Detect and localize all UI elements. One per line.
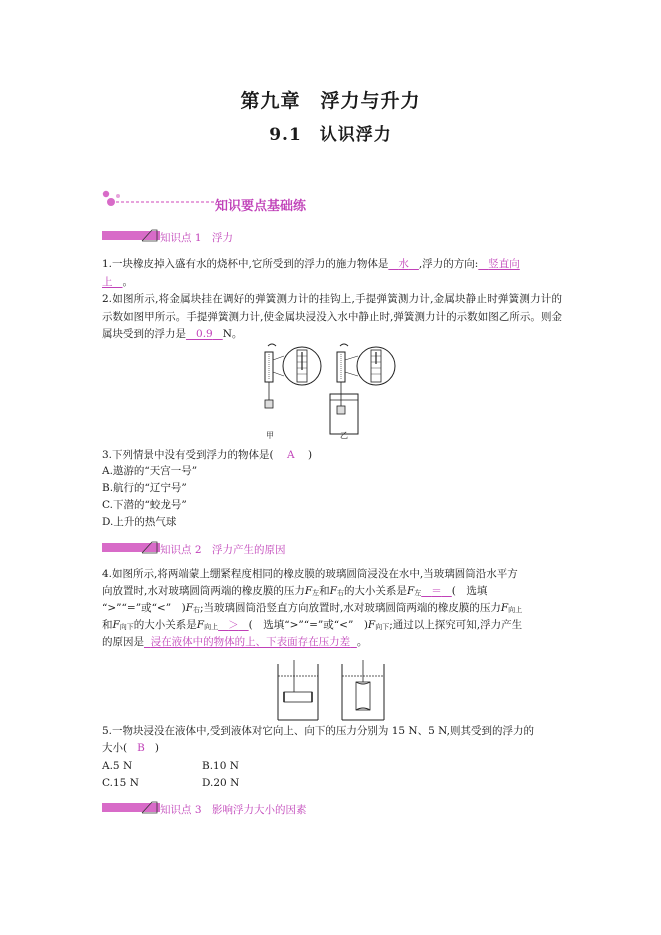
- chapter-title: 第九章 浮力与升力: [240, 90, 421, 112]
- q4-line-4: 和F向下的大小关系是F向上 ＞ ( 选填“>”“=”或“<” )F向下;通过以上探究可知,浮力产生: [102, 619, 523, 631]
- q3-option-d: D.上升的热气球: [102, 516, 177, 528]
- q5-option-c: C.15 N: [102, 777, 139, 789]
- q4-line-5: 的原因是 浸在液体中的物体的上、下表面存在压力差 。: [102, 636, 368, 648]
- q5-option-d: D.20 N: [202, 777, 240, 789]
- q4-line-2: 向放置时,水对玻璃圆筒两端的橡皮膜的压力F左和F右的大小关系是F左 ＝ ( 选填: [102, 585, 488, 597]
- question-2: 2.如图所示,将金属块挂在调好的弹簧测力计的挂钩上,手提弹簧测力计,金属块静止时弹簧测力计的示数如图甲所示。手提弹簧测力计,使金属块浸没入水中静止时,弹簧测力计的示数如图乙所示。则金属块受到的浮力是 0.9 N。: [102, 293, 562, 340]
- q5-line-1: 5.一物块浸没在液体中,受到液体对它向上、向下的压力分别为 15 N、5 N,则其受到的浮力的: [102, 725, 534, 737]
- glass-tube-figure: [272, 660, 392, 726]
- spring-scale-figure: [258, 342, 408, 442]
- q5-option-b: B.10 N: [202, 760, 239, 772]
- kp-marker-slash: [140, 541, 158, 554]
- figure-label-b: 乙: [340, 431, 348, 440]
- q3-option-b: B.航行的“辽宁号”: [102, 482, 187, 494]
- kp1-label: 知识点 1 浮力: [160, 232, 234, 244]
- kp3-label: 知识点 3 影响浮力大小的因素: [160, 804, 307, 816]
- section-title: 9.1 认识浮力: [269, 125, 392, 145]
- banner-decoration: [98, 188, 218, 212]
- kp-marker-slash: [140, 229, 158, 242]
- q2-text: 2.如图所示,将金属块挂在调好的弹簧测力计的挂钩上,手提弹簧测力计,金属块静止时弹簧测力计的示数如图甲所示。手提弹簧测力计,使金属块浸没入水中静止时,弹簧测力计的示数如图乙所示。则金属块受到的浮力是: [102, 293, 562, 340]
- q3-option-c: C.下潜的“蛟龙号”: [102, 499, 187, 511]
- question-3: 3.下列情景中没有受到浮力的物体是( A ): [102, 449, 313, 461]
- figure-label-a: 甲: [266, 431, 274, 440]
- q3-answer: A: [286, 449, 295, 461]
- q1-text: 1.一块橡皮掉入盛有水的烧杯中,它所受到的浮力的施力物体是: [102, 258, 389, 270]
- q4-line-3: “>”“=”或“<” )F右;当玻璃圆筒沿竖直方向放置时,水对玻璃圆筒两端的橡皮膜的压力F向上: [102, 602, 523, 614]
- question-1: 1.一块橡皮掉入盛有水的烧杯中,它所受到的浮力的施力物体是 水 ,浮力的方向: 竖直向 上 。: [102, 258, 520, 288]
- q2-answer: 0.9: [196, 328, 213, 340]
- kp2-label: 知识点 2 浮力产生的原因: [160, 544, 286, 556]
- q1-text-mid: ,浮力的方向:: [418, 258, 479, 270]
- q5-line-2: 大小( B ): [102, 742, 159, 754]
- kp-marker-slash: [140, 801, 158, 814]
- q5-option-a: A.5 N: [102, 760, 133, 772]
- q4-answer-3: 浸在液体中的物体的上、下表面存在压力差: [150, 636, 351, 648]
- q1-answer-2: 竖直向: [488, 258, 520, 270]
- q5-answer: B: [137, 742, 145, 754]
- q4-answer-1: ＝: [431, 585, 442, 597]
- q3-option-a: A.遨游的“天宫一号”: [102, 465, 198, 477]
- q4-answer-2: ＞: [228, 619, 239, 631]
- q1-answer-1: 水: [398, 258, 409, 270]
- q4-line-1: 4.如图所示,将两端蒙上绷紧程度相同的橡皮膜的玻璃圆筒浸没在水中,当玻璃圆筒沿水平方: [102, 568, 518, 580]
- q1-answer-2b: 上: [102, 275, 113, 288]
- banner-title: 知识要点基础练: [215, 199, 307, 214]
